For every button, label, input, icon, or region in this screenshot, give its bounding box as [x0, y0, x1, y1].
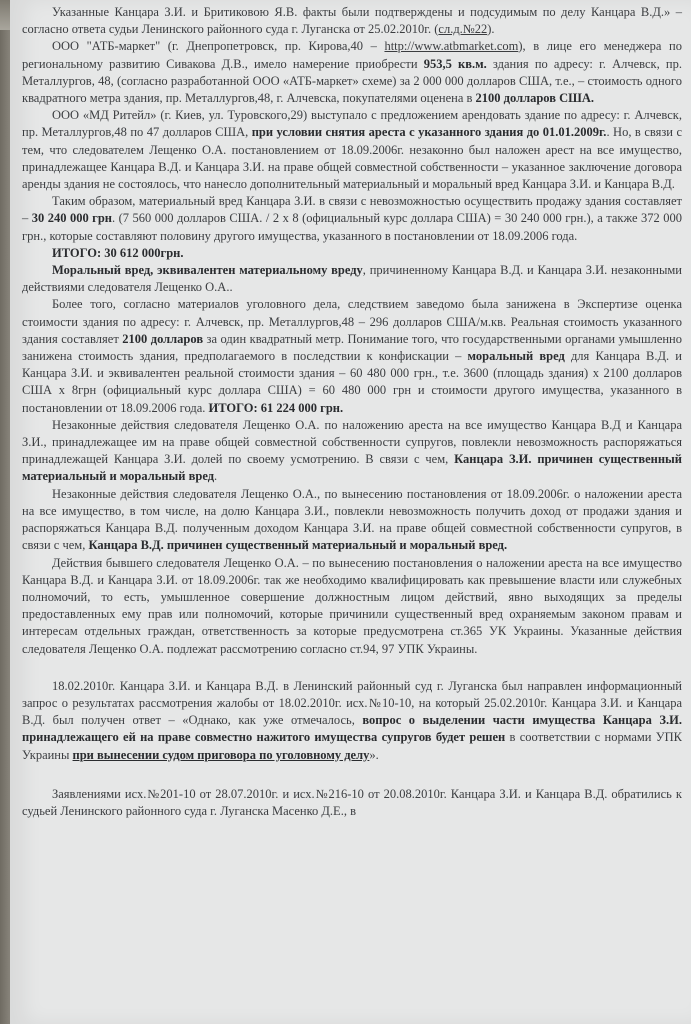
paragraph-2: ООО "АТБ-маркет" (г. Днепропетровск, пр. Кирова,40 – http://www.atbmarket.com), в лице его менеджера по региональному развитию Сивакова Д.В., имело намерение приобрести 953,5 кв.м. здания по адресу: г. Алчевск, пр. Металлургов, 48, (согласно разработанной ООО «АТБ-маркет» схеме) за 2 000 000 долларов США, т.е., – стоимость одного квадратного метра здания, пр. Металлургов,48, г. Алчевска, покупателями оценена в 2100 долларов США.	[22, 39, 682, 106]
document-body	[22, 4, 682, 820]
document-page	[10, 0, 691, 1024]
paragraph-3: ООО «МД Ритейл» (г. Киев, ул. Туровского,29) выступало с предложением арендовать здание по адресу: г. Алчевск, пр. Металлургов,48 по 47 долларов США, при условии снятия ареста с указанного здания до 01.01.2009г.. Но, в связи с тем, что следователем Лещенко О.А. постановлением от 18.09.2006г. незаконно был наложен арест на все имущество, принадлежащее Канцара В.Д. и Канцара З.И. на праве общей совместной собственности – указанное заключение договора аренды здания не состоялось, что нанесло дополнительный материальный и моральный вред Канцара З.И. и Канцара В.Д.	[22, 108, 683, 192]
paragraph-4: Таким образом, материальный вред Канцара З.И. в связи с невозможностью осуществить продажу здания составляет – 30 240 000 грн. (7 560 000 долларов США. / 2 х 8 (официальный курс доллара США) = 30 240 000 грн.), а также 372 000 грн., которые составляют половину другого имущества, указанного в постановлении от 18.09.2006 года.	[22, 194, 682, 243]
paragraph-5: Моральный вред, эквивалентен материальному вреду, причиненному Канцара В.Д. и Канцара З.И. незаконными действиями следователя Лещенко О.А..	[22, 263, 682, 295]
paragraph-11: Заявлениями исх.№201-10 от 28.07.2010г. и исх.№216-10 от 20.08.2010г. Канцара З.И. и Канцара В.Д. обратились к судьей Ленинского районного суда г. Луганска Масенко Д.Е., в	[22, 786, 682, 818]
paragraph-8: Незаконные действия следователя Лещенко О.А., по вынесению постановления от 18.09.2006г. о наложении ареста на все имущество, в том числе, на долю Канцара З.И., повлекли невозможность получить доход от продажи здания и распоряжаться Канцара В.Д. полученным доходом Канцара З.И. на праве общей совместной собственности супругов, в связи с чем, Канцара В.Д. причинен существенный материальный и моральный вред.	[22, 486, 682, 553]
paragraph-1: Указанные Канцара З.И. и Бритиковою Я.В. факты были подтверждены и подсудимым по делу Канцара В.Д.» – согласно ответа судьи Ленинского районного суда г. Луганска от 25.02.2010г. (сл.д.№22).	[22, 5, 682, 37]
total-line-1: ИТОГО: 30 612 000грн.	[52, 245, 184, 260]
paragraph-6: Более того, согласно материалов уголовного дела, следствием заведомо была занижена в Экспертизе оценка стоимости здания по адресу: г. Алчевск, пр. Металлургов,48 – 296 долларов США/м.кв. Реальная стоимость указанного здания составляет 2100 долларов за один квадратный метр. Понимание того, что государственными органами умышленно занижена стоимость здания, предполагаемого в последствии к конфискации – моральный вред для Канцара В.Д. и Канцара З.И. и эквивалентен реальной стоимости здания – 60 480 000 грн., т.е. 3600 (площадь здания) х 2100 долларов США х 8грн (официальный курс доллара США) = 60 480 000 грн и стоимости другого имущества, указанного в постановлении от 18.09.2006 года. ИТОГО: 61 224 000 грн.	[22, 297, 682, 415]
paragraph-9: Действия бывшего следователя Лещенко О.А. – по вынесению постановления о наложении ареста на все имущество Канцара В.Д. и Канцара З.И. от 18.09.2006г. так же необходимо квалифицировать как превышение власти или служебных полномочий, то есть, умышленное совершение должностным лицом действий, явно выходящих за пределы предоставленных ему прав или полномочий, которые причинили существенный вред охраняемым законом правам и интересам отдельных граждан, ответственность за которые предусмотрена ст.365 УК Украины. Указанные действия следователя Лещенко О.А. подлежат рассмотрению согласно ст.94, 97 УПК Украины.	[22, 555, 682, 656]
website-link[interactable]: http://www.atbmarket.com	[384, 39, 519, 54]
paragraph-10: 18.02.2010г. Канцара З.И. и Канцара В.Д. в Ленинский районный суд г. Луганска был направлен информационный запрос о результатах рассмотрения жалобы от 18.02.2010г. исх.№10-10, на который 25.02.2010г. Канцара З.И. и Канцара В.Д. был получен ответ – «Однако, как уже отмечалось, вопрос о выделении части имущества Канцара З.И. принадлежащего ей на праве совместно нажитого имущества супругов будет решен в соответствии с нормами УПК Украины при вынесении судом приговора по уголовному делу».	[22, 678, 683, 762]
paragraph-7: Незаконные действия следователя Лещенко О.А. по наложению ареста на все имущество Канцара В.Д и Канцара З.И., принадлежащее им на праве общей совместной собственности супругов, повлекли невозможность распоряжаться принадлежащей Канцара З.И. долей по своему усмотрению. В связи с чем, Канцара З.И. причинен существенный материальный и моральный вред.	[22, 417, 682, 484]
